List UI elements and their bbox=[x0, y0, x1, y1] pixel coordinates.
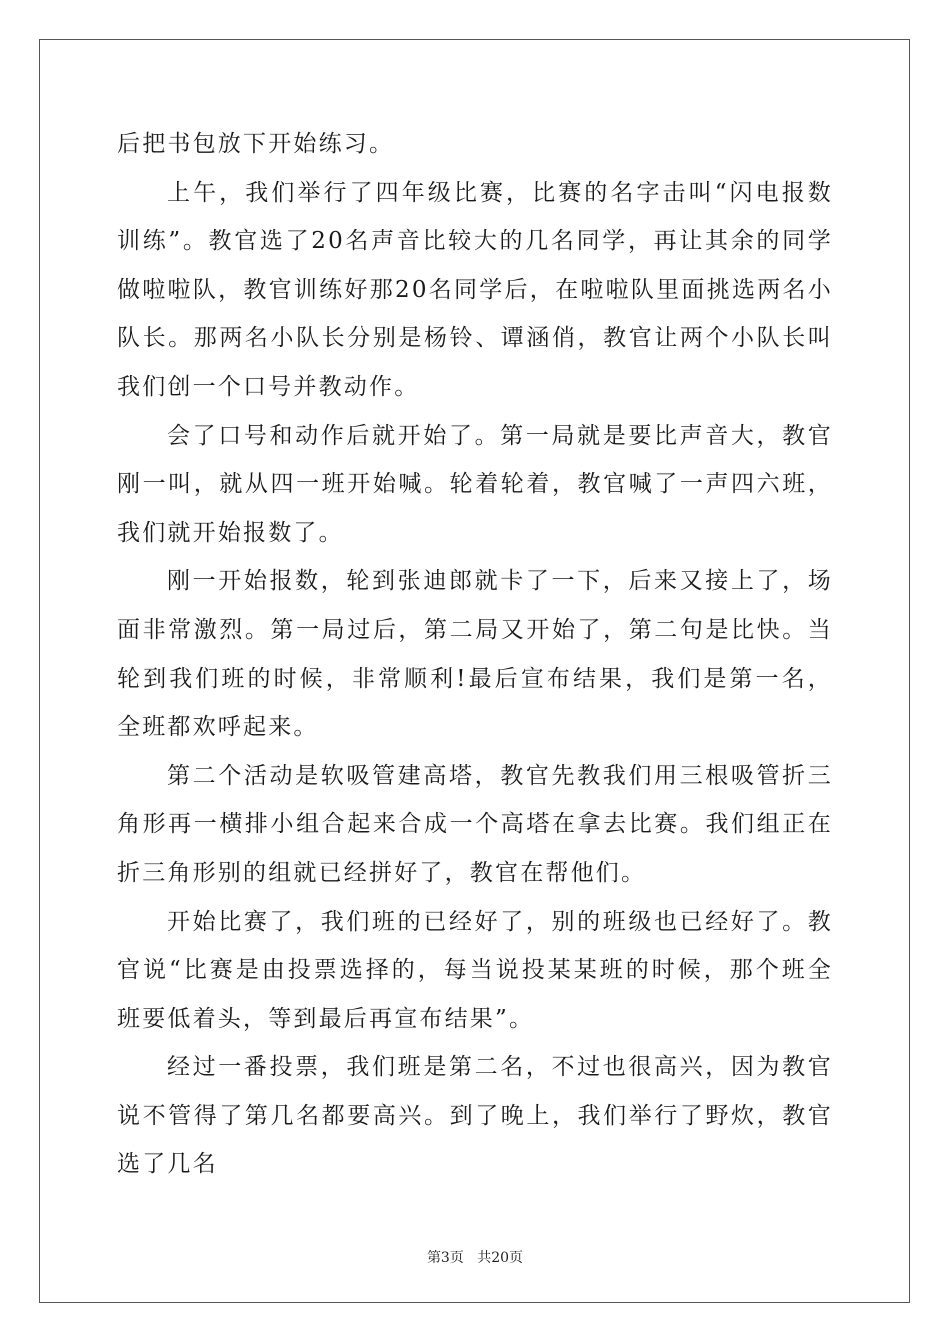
footer-spacer bbox=[464, 1250, 477, 1266]
paragraph-3: 会了口号和动作后就开始了。第一局就是要比声音大，教官刚一叫，就从四一班开始喊。轮着轮着，教官喊了一声四六班，我们就开始报数了。 bbox=[117, 422, 833, 546]
document-body bbox=[117, 120, 833, 1189]
paragraph-1: 后把书包放下开始练习。 bbox=[117, 131, 395, 157]
paragraph-2: 上午，我们举行了四年级比赛，比赛的名字击叫“闪电报数训练”。教官选了20名声音比较大的几名同学，再让其余的同学做啦啦队，教官训练好那20名同学后，在啦啦队里面挑选两名小队长。那两名小队长分别是杨铃、谭涵俏，教官让两个小队长叫我们创一个口号并教动作。 bbox=[117, 179, 833, 400]
total-pages: 共20页 bbox=[477, 1250, 524, 1266]
page-number: 第3页 bbox=[426, 1250, 464, 1266]
paragraph-6: 开始比赛了，我们班的已经好了，别的班级也已经好了。教官说“比赛是由投票选择的，每当说投某某班的时候，那个班全班要低着头，等到最后再宣布结果”。 bbox=[117, 908, 833, 1032]
paragraph-5: 第二个活动是软吸管建高塔，教官先教我们用三根吸管折三角形再一横排小组合起来合成一个高塔在拿去比赛。我们组正在折三角形别的组就已经拼好了，教官在帮他们。 bbox=[117, 762, 833, 886]
page-footer bbox=[0, 1247, 950, 1267]
paragraph-4: 刚一开始报数，轮到张迪郎就卡了一下，后来又接上了，场面非常激烈。第一局过后，第二局又开始了，第二句是比快。当轮到我们班的时候，非常顺利!最后宣布结果，我们是第一名，全班都欢呼起来。 bbox=[117, 568, 833, 741]
paragraph-7: 经过一番投票，我们班是第二名，不过也很高兴，因为教官说不管得了第几名都要高兴。到了晚上，我们举行了野炊，教官选了几名 bbox=[117, 1054, 833, 1178]
